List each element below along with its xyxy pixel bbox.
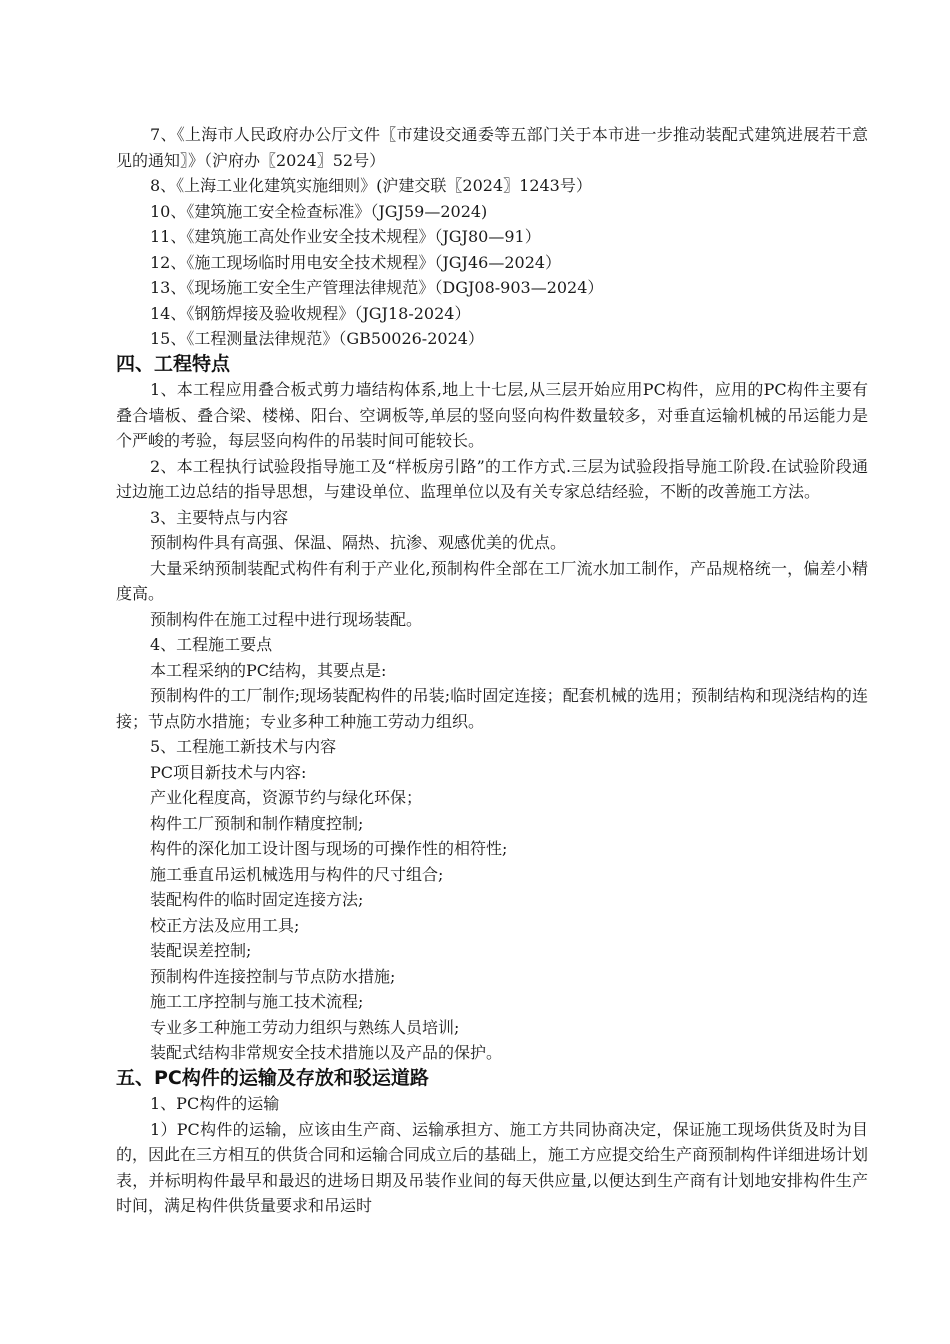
paragraph: 预制构件具有高强、保温、隔热、抗渗、观感优美的优点。 [150,533,567,552]
list-item: 装配式结构非常规安全技术措施以及产品的保护。 [150,1043,503,1062]
paragraph: 大量采纳预制装配式构件有利于产业化,预制构件全部在工厂流水加工制作，产品规格统一，偏差小精度高。 [116,558,868,603]
reference-item: 7、《上海市人民政府办公厅文件〖市建设交通委等五部门关于本市进一步推动装配式建筑进展若干意见的通知〗》（沪府办〖2024〗52号） [116,125,868,170]
subheading: 3、主要特点与内容 [150,507,289,527]
reference-item: 14、《钢筋焊接及验收规程》（JGJ18-2024） [150,303,471,323]
paragraph: 2、本工程执行试验段指导施工及“样板房引路”的工作方式.三层为试验段指导施工阶段.在试验阶段通过边施工边总结的指导思想，与建设单位、监理单位以及有关专家总结经验，不断的改善施工方法。 [116,456,868,501]
paragraph: 预制构件在施工过程中进行现场装配。 [150,609,423,629]
reference-item: 10、《建筑施工安全检查标准》（JGJ59—2024) [150,201,488,221]
reference-item: 8、《上海工业化建筑实施细则》(沪建交联〖2024〗1243号） [150,176,592,195]
reference-item: 11、《建筑施工高处作业安全技术规程》（JGJ80—91） [150,227,541,246]
list-item: 施工垂直吊运机械选用与构件的尺寸组合; [150,864,444,884]
list-item: 构件的深化加工设计图与现场的可操作性的相符性; [150,839,508,858]
reference-item: 15、《工程测量法律规范》（GB50026-2024） [150,329,484,348]
subheading: 4、工程施工要点 [150,635,273,654]
paragraph: 1、本工程应用叠合板式剪力墙结构体系,地上十七层,从三层开始应用PC构件，应用的PC构件主要有叠合墙板、叠合梁、楼梯、阳台、空调板等,单层的竖向竖向构件数量较多，对垂直运输机械的吊运能力是个严峻的考验，每层竖向构件的吊装时间可能较长。 [116,380,868,450]
list-item: 装配构件的临时固定连接方法; [150,890,364,909]
paragraph: 预制构件的工厂制作;现场装配构件的吊装;临时固定连接；配套机械的选用；预制结构和现浇结构的连接；节点防水措施；专业多种工种施工劳动力组织。 [116,686,868,731]
list-item: 施工工序控制与施工技术流程; [150,992,364,1011]
reference-item: 12、《施工现场临时用电安全技术规程》（JGJ46—2024） [150,252,562,272]
subheading: 5、工程施工新技术与内容 [150,737,337,756]
list-item: 装配误差控制; [150,941,252,960]
list-item: 校正方法及应用工具; [150,915,300,935]
paragraph: 本工程采纳的PC结构，其要点是: [150,660,387,680]
document-page [116,122,868,1219]
paragraph: 1）PC构件的运输，应该由生产商、运输承担方、施工方共同协商决定，保证施工现场供货及时为目的，因此在三方相互的供货合同和运输合同成立后的基础上，施工方应提交给生产商预制构件详细进场计划表，并标明构件最早和最迟的进场日期及吊装作业间的每天供应量,以便达到生产商有计划地安排构件生产时间，满足构件供货量要求和吊运时 [116,1119,869,1215]
list-item: 构件工厂预制和制作精度控制; [150,813,364,833]
section-heading-4: 四、工程特点 [116,352,231,375]
list-item: 预制构件连接控制与节点防水措施; [150,966,396,986]
subheading: 1、PC构件的运输 [150,1094,280,1113]
list-item: 专业多工种施工劳动力组织与熟练人员培训; [150,1017,460,1037]
section-heading-5: 五、PC构件的运输及存放和驳运道路 [116,1066,429,1089]
paragraph: PC项目新技术与内容: [150,762,307,782]
reference-item: 13、《现场施工安全生产管理法律规范》（DGJ08-903—2024） [150,278,604,297]
list-item: 产业化程度高，资源节约与绿化环保； [150,788,423,807]
